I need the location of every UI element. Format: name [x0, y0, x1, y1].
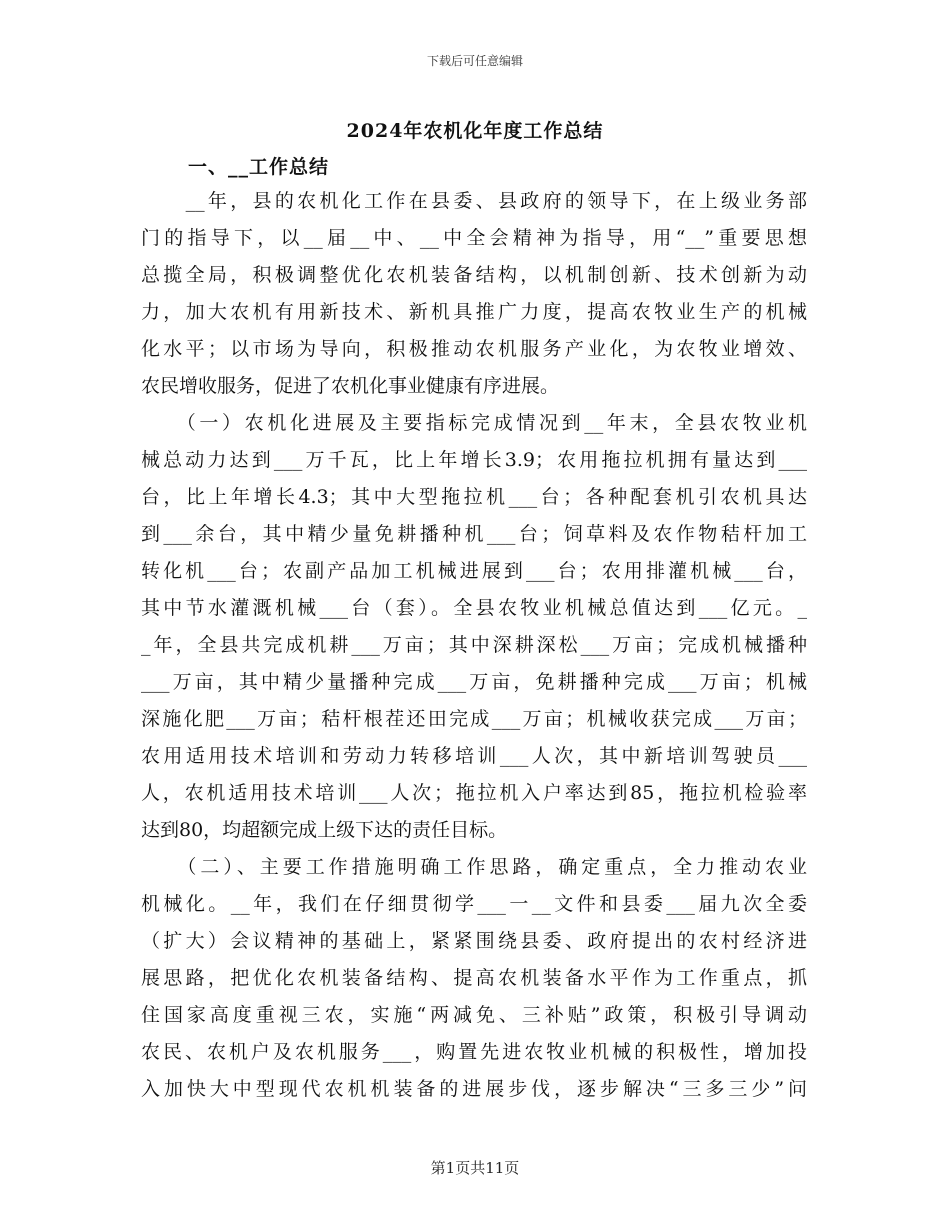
paragraph-line: 转化机___台；农副产品加工机械进展到___台；农用排灌机械___台， [141, 560, 807, 582]
paragraph-line: 机械化。__年，我们在仔细贯彻学___一__文件和县委___届九次全委 [141, 893, 807, 915]
section-heading: 一、__工作总结 [188, 156, 330, 178]
document-title: 2024年农机化年度工作总结 [346, 120, 604, 142]
paragraph-line: 其中节水灌溉机械___台（套）。全县农牧业机械总值达到___亿元。_ [141, 597, 807, 619]
paragraph-line: 总揽全局，积极调整优化农机装备结构，以机制创新、技术创新为动 [141, 264, 807, 286]
paragraph-line: 化水平；以市场为导向，积极推动农机服务产业化，为农牧业增效、 [141, 338, 807, 360]
paragraph-line: 力，加大农机有用新技术、新机具推广力度，提高农牧业生产的机械 [141, 301, 807, 323]
paragraph-line: 人，农机适用技术培训___人次；拖拉机入户率达到85，拖拉机检验率 [141, 782, 807, 804]
paragraph-3 [141, 849, 807, 1108]
paragraph-line: 械总动力达到___万千瓦，比上年增长3.9；农用拖拉机拥有量达到___ [141, 449, 807, 471]
page-header-note: 下载后可任意编辑 [426, 54, 523, 68]
paragraph-line: 农民增收服务，促进了农机化事业健康有序进展。 [141, 375, 560, 397]
paragraph-line: 住国家高度重视三农，实施“两减免、三补贴”政策，积极引导调动 [141, 1004, 807, 1026]
paragraph-line: 入加快大中型现代农机机装备的进展步伐，逐步解决“三多三少”问 [141, 1078, 807, 1100]
paragraph-line: _年，全县共完成机耕___万亩；其中深耕深松___万亩；完成机械播种 [141, 634, 807, 656]
paragraph-line: （扩大）会议精神的基础上，紧紧围绕县委、政府提出的农村经济进 [141, 930, 807, 952]
paragraph-line: （二）、主要工作措施明确工作思路，确定重点，全力推动农业 [141, 856, 807, 878]
paragraph-line: 深施化肥___万亩；秸杆根茬还田完成___万亩；机械收获完成___万亩； [141, 708, 807, 730]
paragraph-line: ___万亩，其中精少量播种完成___万亩，免耕播种完成___万亩；机械 [141, 671, 807, 693]
paragraph-line: 展思路，把优化农机装备结构、提高农机装备水平作为工作重点，抓 [141, 967, 807, 989]
paragraph-line: 台，比上年增长4.3；其中大型拖拉机___台；各种配套机引农机具达 [141, 486, 807, 508]
paragraph-line: __年，县的农机化工作在县委、县政府的领导下，在上级业务部 [141, 190, 807, 212]
paragraph-line: 达到80，均超额完成上级下达的责任目标。 [141, 819, 508, 841]
paragraph-line: 到___余台，其中精少量免耕播种机___台；饲草料及农作物秸杆加工 [141, 523, 807, 545]
paragraph-line: （一）农机化进展及主要指标完成情况到__年末，全县农牧业机 [141, 412, 807, 434]
paragraph-line: 农用适用技术培训和劳动力转移培训___人次，其中新培训驾驶员___ [141, 745, 807, 767]
paragraph-2 [141, 405, 807, 849]
paragraph-1 [141, 183, 807, 405]
paragraph-line: 门的指导下，以__届__中、__中全会精神为指导，用“__”重要思想 [141, 227, 807, 249]
page-footer: 第1页共11页 [430, 1159, 520, 1177]
paragraph-line: 农民、农机户及农机服务___，购置先进农牧业机械的积极性，增加投 [141, 1041, 807, 1063]
